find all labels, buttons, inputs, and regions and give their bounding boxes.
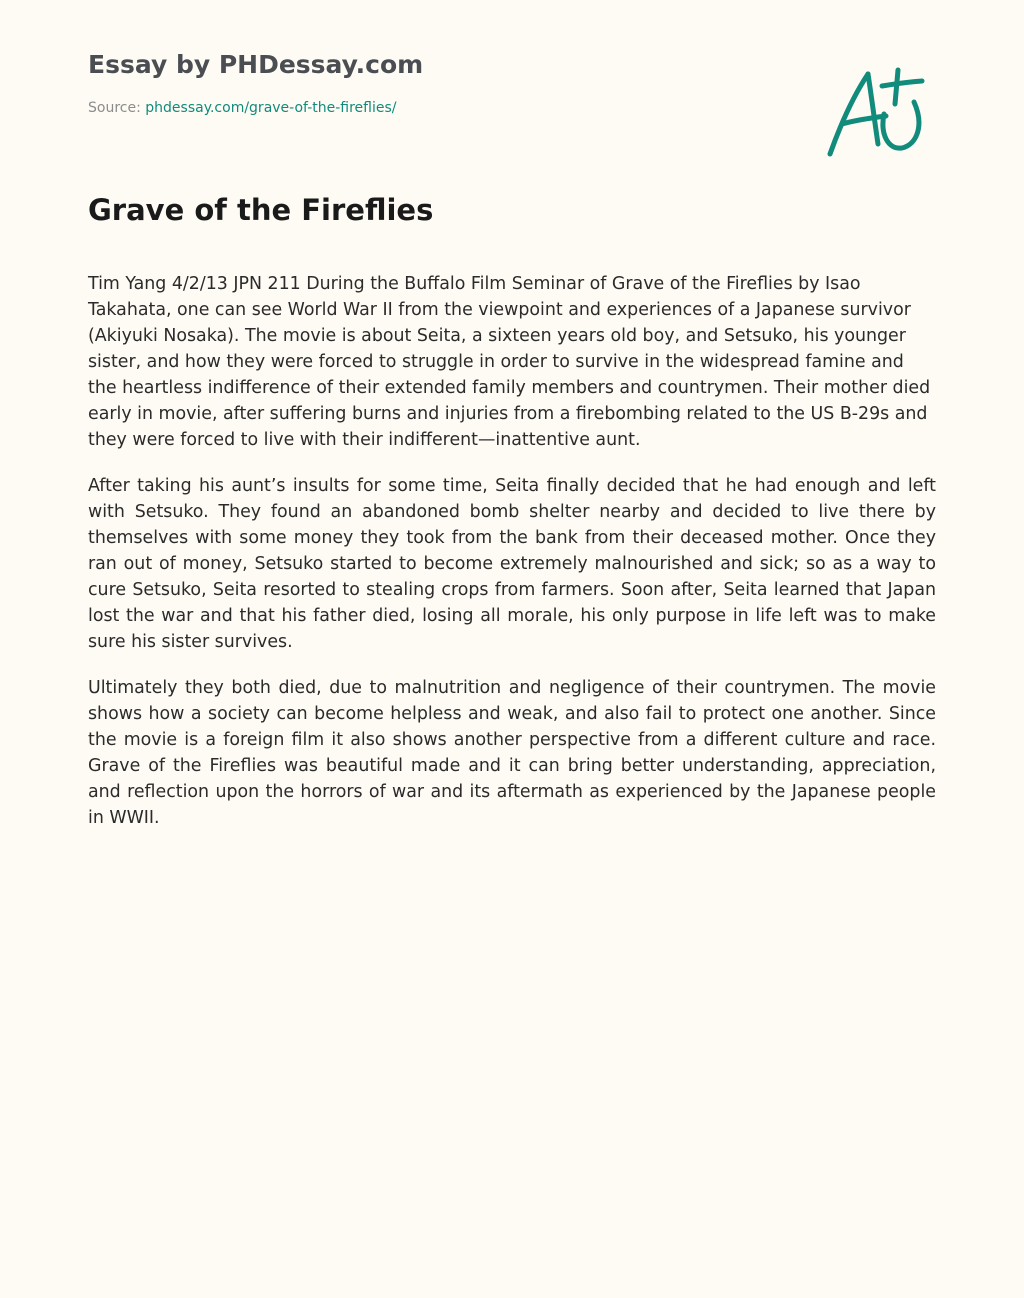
essay-body — [88, 271, 936, 851]
essay-title: Grave of the Fireflies — [88, 193, 434, 227]
a-plus-grade-icon — [822, 64, 930, 160]
source-link[interactable]: phdessay.com/grave-of-the-fireflies/ — [145, 100, 397, 116]
essay-paragraph-3: Ultimately they both died, due to malnutrition and negligence of their countrymen. The movie shows how a society can become helpless and weak, and also fail to protect one another. Since the movie is a foreign film it also shows another perspective from a different culture and race. Grave of the Fireflies was beautiful made and it can bring better understanding, appreciation, and reflection upon the horrors of war and its aftermath as experienced by the Japanese people in WWII. — [88, 678, 936, 828]
page-header — [88, 48, 788, 118]
source-line — [88, 98, 788, 118]
essay-paragraph-2: After taking his aunt’s insults for some time, Seita finally decided that he had enough and left with Setsuko. They found an abandoned bomb shelter nearby and decided to live there by themselves with some money they took from the bank from their deceased mother. Once they ran out of money, Setsuko started to become extremely malnourished and sick; so as a way to cure Setsuko, Seita resorted to stealing crops from farmers. Soon after, Seita learned that Japan lost the war and that his father died, losing all morale, his only purpose in life left was to make sure his sister survives. — [88, 476, 936, 652]
essay-paragraph-1: Tim Yang 4/2/13 JPN 211 During the Buffalo Film Seminar of Grave of the Fireflies by Isao Takahata, one can see World War II from the viewpoint and experiences of a Japanese survivor (Akiyuki Nosaka). The movie is about Seita, a sixteen years old boy, and Setsuko, his younger sister, and how they were forced to struggle in order to survive in the widespread famine and the heartless indifference of their extended family members and countrymen. Their mother died early in movie, after suffering burns and injuries from a firebombing related to the US B-29s and they were forced to live with their indifferent—inattentive aunt. — [88, 274, 931, 450]
source-label: Source: — [88, 100, 146, 116]
site-title: Essay by PHDessay.com — [88, 50, 424, 79]
